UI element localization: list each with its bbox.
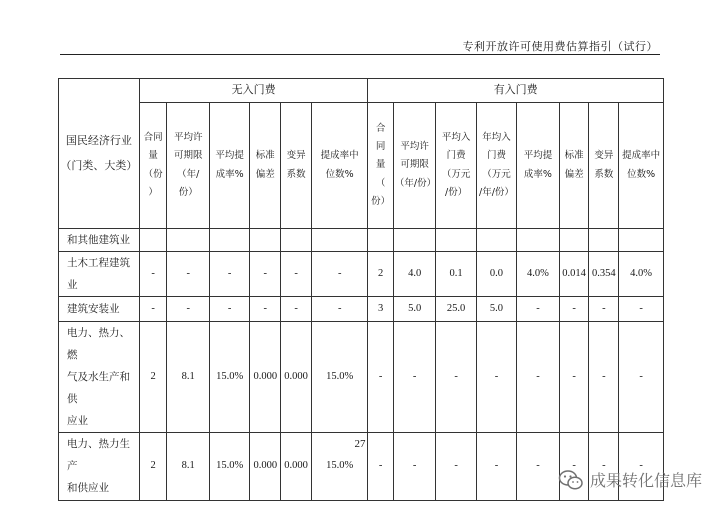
value-cell: - [139,252,167,297]
value-cell [393,229,436,252]
column-header-line: 平均提 [215,150,244,162]
page-number: 27 [354,438,366,450]
value-cell: - [589,322,619,433]
column-header [209,103,249,229]
value-cell: - [619,433,664,500]
value-cell: - [559,433,589,500]
column-header-line: 平均提 [523,150,553,162]
column-header-line: （年/份） [394,177,437,189]
column-header [368,103,394,229]
value-cell: - [517,297,560,322]
value-cell [312,229,368,252]
industry-cell [59,229,140,252]
column-header [312,103,368,229]
value-cell: - [589,297,619,322]
value-cell [250,229,281,252]
value-cell: - [209,297,249,322]
value-cell [559,229,589,252]
group-no-entry-fee: 无入门费 [139,79,368,103]
value-cell: 15.0% [209,322,249,433]
column-header-line: /份） [445,186,468,198]
column-header-line: 提成率中 [622,150,661,162]
document-header-title: 专利开放许可使用费估算指引（试行） [462,40,658,53]
column-header-line: 位数% [627,168,656,180]
column-header [139,103,167,229]
column-header-line: 门费 [486,150,506,162]
value-cell: 5.0 [476,297,516,322]
value-cell [517,229,560,252]
value-cell [368,229,394,252]
value-cell: - [619,322,664,433]
column-header-line: （ [375,177,386,189]
column-header-line: 成率% [215,168,244,180]
column-header-line: 量 [375,159,386,171]
industry-header-subline: （门类、大类） [60,158,138,172]
value-cell: 0.000 [250,433,281,500]
column-header-line: （份 [143,168,163,180]
column-header-line: 提成率中 [320,150,359,162]
value-cell: 5.0 [393,297,436,322]
column-header [559,103,589,229]
column-header [167,103,210,229]
industry-cell-line: 建筑安装业 [67,303,120,316]
industry-cell-line: 和供应业 [67,482,109,495]
industry-cell [59,322,140,433]
column-header-line: 标准 [255,150,275,162]
column-header-line: 标准 [564,150,584,162]
value-cell: - [619,297,664,322]
column-header-line: （年/ [177,168,200,180]
column-header-line: 变异 [286,150,306,162]
table-row [59,322,664,433]
value-cell: - [139,297,167,322]
value-cell: - [393,322,436,433]
column-header-line: 成率% [523,168,552,180]
industry-cell-line: 土木工程建筑业 [67,257,130,292]
value-cell: - [517,433,560,500]
value-cell: - [436,322,476,433]
value-cell: 15.0% [312,433,368,500]
column-header [281,103,312,229]
value-cell [619,229,664,252]
column-header [619,103,664,229]
value-cell: - [436,433,476,500]
value-cell: 4.0 [393,252,436,297]
column-header [393,103,436,229]
industry-header-cell [59,79,140,229]
column-header-line: 系数 [286,168,306,180]
table-body [59,229,664,501]
table-row [59,252,664,297]
watermark-text: 成果转化信息库 [589,471,702,490]
wechat-icon [558,469,584,491]
column-header-line: 份） [178,186,198,198]
value-cell [476,229,516,252]
value-cell: 2 [368,252,394,297]
column-header-line: 合同 [143,132,163,144]
column-header-line: 变异 [594,150,614,162]
column-header-line: 合 [375,123,386,135]
column-header-line: 平均许 [400,141,429,153]
value-cell: - [559,297,589,322]
value-cell: - [368,322,394,433]
industry-cell-line: 应业 [67,415,88,428]
value-cell: - [393,433,436,500]
column-header-line: 量 [148,150,158,162]
value-cell: - [517,322,560,433]
value-cell [139,229,167,252]
column-header [436,103,476,229]
column-header-line: ） [148,186,158,198]
column-header-line: 年均入 [482,132,511,144]
value-cell: - [589,433,619,500]
value-cell: - [167,252,210,297]
column-header-line: 份） [371,195,391,207]
value-cell: - [476,433,516,500]
value-cell: 0.1 [436,252,476,297]
column-header-line: 偏差 [255,168,275,180]
industry-cell-line: 和其他建筑业 [67,234,130,246]
value-cell: 2 [139,322,167,433]
value-cell [281,229,312,252]
value-cell [167,229,210,252]
value-cell: 3 [368,297,394,322]
value-cell: 0.000 [250,322,281,433]
value-cell: 25.0 [436,297,476,322]
industry-cell-line: 电力、热力、燃 [67,327,130,362]
value-cell: - [476,322,516,433]
value-cell: 15.0% [209,433,249,500]
column-header-row [59,103,664,229]
value-cell: 0.0 [476,252,516,297]
industry-cell [59,297,140,322]
value-cell: - [312,297,368,322]
column-header-line: 平均入 [441,132,471,144]
value-cell: 15.0% [312,322,368,433]
value-cell: - [209,252,249,297]
column-header-line: （万元 [482,168,511,180]
column-header-line: 位数% [325,168,354,180]
value-cell [209,229,249,252]
industry-cell-line: 气及水生产和供 [67,371,130,406]
column-header [250,103,281,229]
column-header [517,103,560,229]
value-cell: 0.000 [281,433,312,500]
group-with-entry-fee: 有入门费 [368,79,664,103]
value-cell: 0.000 [281,322,312,433]
column-header-line: 门费 [446,150,466,162]
value-cell [436,229,476,252]
value-cell: 4.0% [517,252,560,297]
watermark [558,468,702,491]
column-header [589,103,619,229]
group-header-row [59,79,664,103]
industry-cell [59,252,140,297]
value-cell: - [312,252,368,297]
value-cell: 0.354 [589,252,619,297]
value-cell: 8.1 [167,433,210,500]
column-header-line: 系数 [594,168,614,180]
industry-cell-line: 电力、热力生产 [67,438,130,473]
value-cell: 8.1 [167,322,210,433]
table-row [59,297,664,322]
column-header-line: 同 [375,141,386,153]
table-row [59,229,664,252]
value-cell: - [167,297,210,322]
value-cell: - [250,297,281,322]
column-header-line: 偏差 [564,168,584,180]
value-cell: - [368,433,394,500]
column-header-line: 可期限 [173,150,203,162]
value-cell: - [250,252,281,297]
column-header-line: 平均许 [173,132,203,144]
value-cell [589,229,619,252]
value-cell: - [559,322,589,433]
column-header-line: 可期限 [400,159,429,171]
value-cell: - [281,297,312,322]
header-rule [60,54,660,55]
industry-header-line: 国民经济行业 [65,134,132,148]
value-cell: 2 [139,433,167,500]
column-header [476,103,516,229]
value-cell: 4.0% [619,252,664,297]
column-header-line: （万元 [441,168,471,180]
column-header-line: /年/份） [479,186,514,198]
value-cell: 0.014 [559,252,589,297]
value-cell: - [281,252,312,297]
